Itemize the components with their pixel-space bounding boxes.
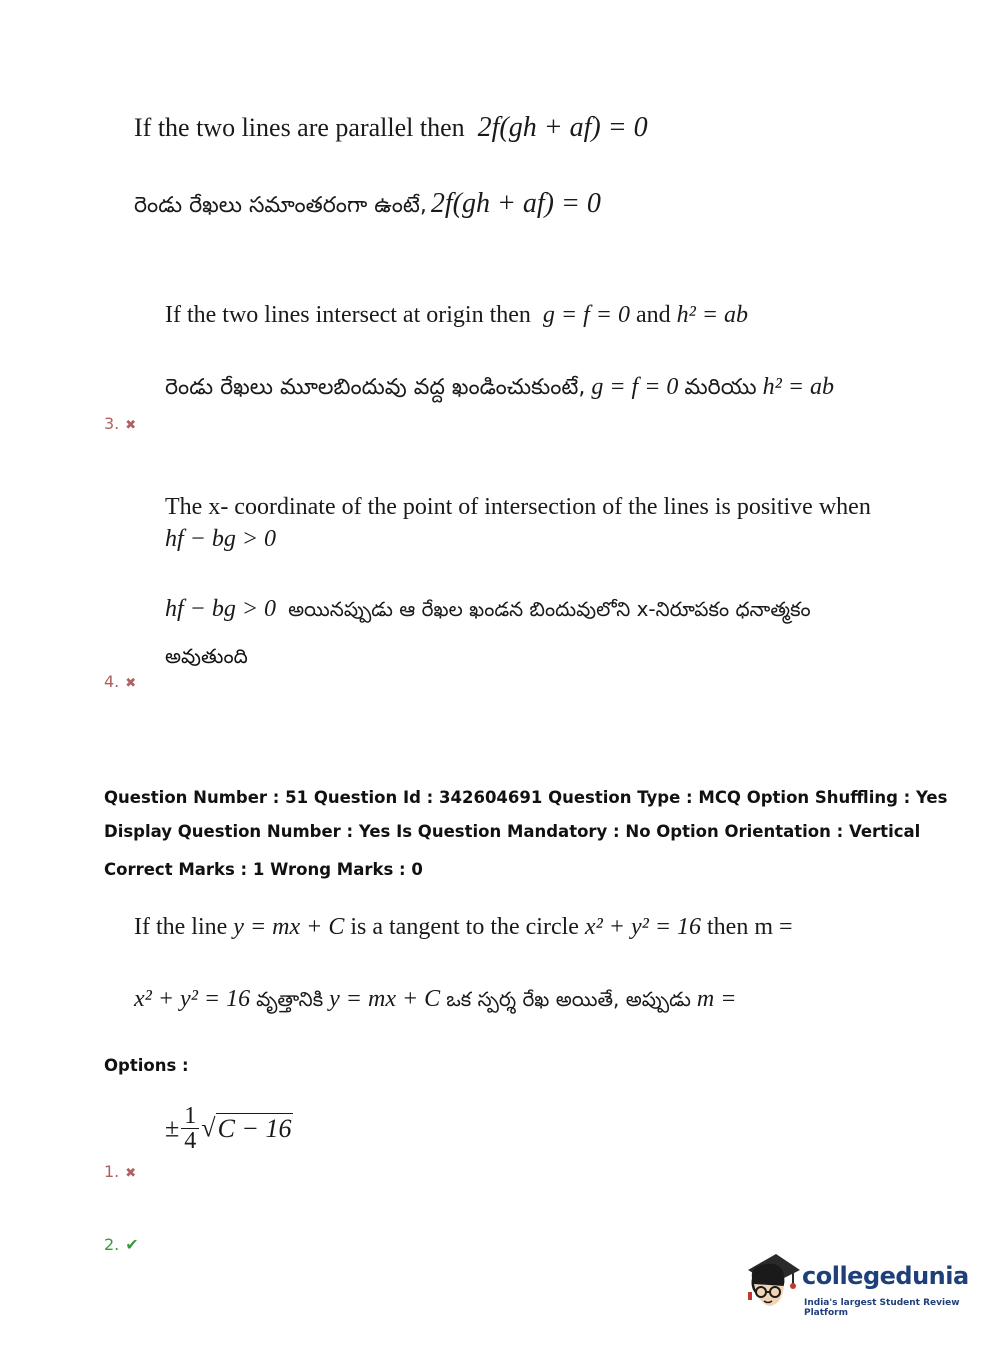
equation: x² + y² = 16	[134, 986, 251, 1012]
equation: g = f = 0	[591, 374, 679, 400]
equation: h² = ab	[762, 374, 835, 400]
option1-number[interactable]	[104, 1162, 136, 1181]
brand-name: collegedunia	[802, 1262, 969, 1290]
statement-text: అయినప్పుడు ఆ రేఖల ఖండన బిందువులోని x-నిరూపకం ధనాత్మకం	[288, 597, 811, 621]
option4-te-line1	[165, 596, 811, 626]
option4-en-line2: hf − bg > 0	[165, 526, 277, 552]
mascot-icon	[742, 1248, 802, 1314]
equation: y = mx + C	[233, 914, 345, 940]
question-text-te	[134, 986, 736, 1016]
parallel-statement-te	[134, 188, 601, 223]
option2-number[interactable]	[104, 1235, 139, 1254]
numerator: 1	[181, 1104, 199, 1129]
cross-icon: ✖	[125, 1166, 137, 1181]
options-label: Options :	[104, 1056, 189, 1075]
question-text: then m =	[707, 914, 793, 940]
radicand: C − 16	[217, 1113, 292, 1143]
plus-minus-sign: ±	[165, 1113, 180, 1143]
denominator: 4	[184, 1128, 197, 1154]
option3-en	[165, 302, 748, 329]
brand-tagline: India's largest Student Review Platform	[804, 1298, 960, 1318]
option-number: 3.	[104, 414, 120, 433]
question-text: If the line	[134, 914, 228, 940]
equation: h² = ab	[676, 302, 749, 328]
statement-text: రెండు రేఖలు మూలబిందువు వద్ద ఖండించుకుంటే,	[165, 375, 586, 400]
equation: 2f(gh + af) = 0	[477, 112, 648, 143]
question-text-en	[134, 914, 793, 941]
question-meta-line1: Question Number : 51 Question Id : 342604691 Question Type : MCQ Option Shuffling : Yes	[104, 788, 948, 807]
radical-sign: √	[201, 1113, 216, 1143]
question-text: is a tangent to the circle	[350, 914, 579, 940]
equation: y = mx + C	[329, 986, 441, 1012]
option-number: 1.	[104, 1162, 120, 1181]
parallel-statement-en	[134, 112, 648, 144]
statement-text: If the two lines intersect at origin then	[165, 302, 531, 328]
collegedunia-logo[interactable]	[742, 1248, 972, 1318]
cross-icon: ✖	[125, 676, 137, 691]
option1-expression	[165, 1104, 293, 1153]
equation: hf − bg > 0	[165, 596, 277, 622]
option-number: 4.	[104, 672, 120, 691]
question-meta-line2: Display Question Number : Yes Is Question Mandatory : No Option Orientation : Vertical	[104, 822, 921, 841]
question-meta-line3: Correct Marks : 1 Wrong Marks : 0	[104, 860, 423, 879]
option3-number[interactable]	[104, 414, 136, 433]
option4-en-line1: The x- coordinate of the point of intersection of the lines is positive when	[165, 494, 871, 520]
and-word: and	[635, 302, 671, 328]
option-number: 2.	[104, 1235, 120, 1254]
fraction	[181, 1104, 199, 1153]
equation: x² + y² = 16	[584, 914, 702, 940]
check-icon: ✔	[125, 1235, 139, 1254]
statement-text: రెండు రేఖలు సమాంతరంగా ఉంటే,	[134, 193, 427, 218]
equation: m =	[696, 986, 737, 1012]
cross-icon: ✖	[125, 418, 137, 433]
and-word: మరియు	[684, 375, 757, 400]
option4-te-line2: అవుతుంది	[165, 644, 248, 668]
question-text: వృత్తానికి	[256, 987, 324, 1011]
option3-te	[165, 374, 834, 405]
question-text: ఒక స్పర్శ రేఖ అయితే, అప్పుడు	[446, 987, 691, 1011]
statement-text: If the two lines are parallel then	[134, 113, 465, 142]
equation: 2f(gh + af) = 0	[430, 188, 601, 219]
equation: g = f = 0	[542, 302, 630, 328]
option4-number[interactable]	[104, 672, 136, 691]
